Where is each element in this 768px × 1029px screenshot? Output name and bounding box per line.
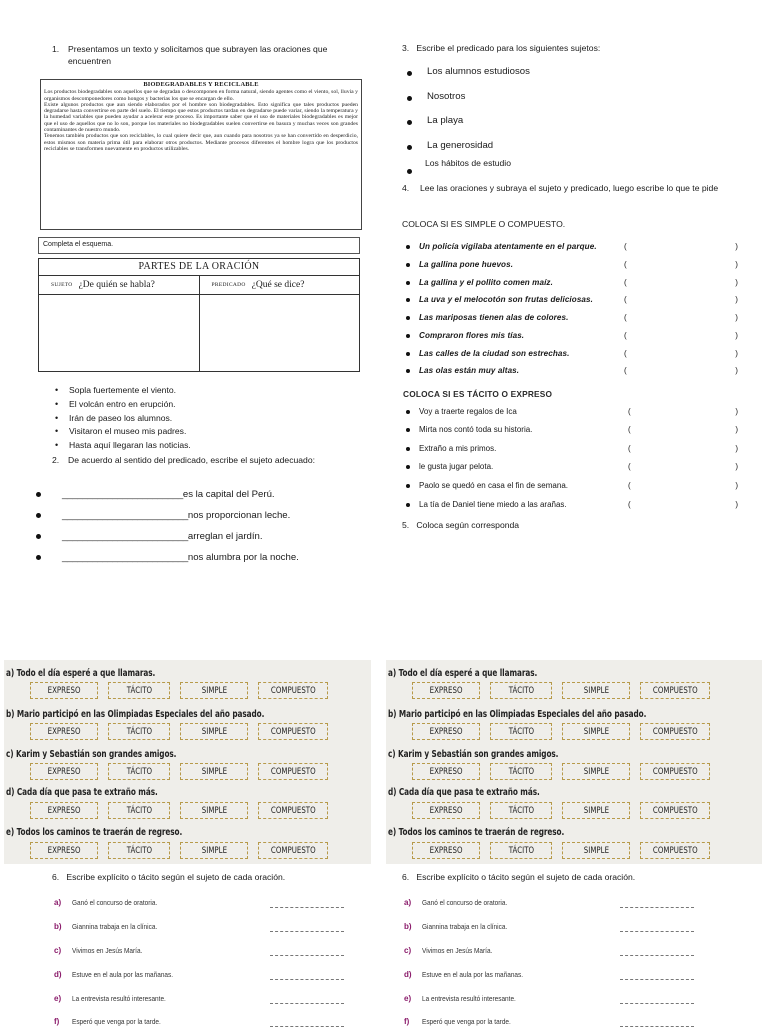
question-instruction: Coloca según corresponda [416, 520, 520, 530]
question-4-title [402, 182, 752, 195]
option-compuesto-box[interactable] [258, 842, 328, 859]
bullet-icon [406, 245, 410, 249]
panel-question: d) Cada día que pasa te extraño más. [388, 787, 540, 798]
answer-open-paren[interactable]: ( [624, 331, 627, 340]
option-label: COMPUESTO [270, 805, 316, 816]
predicate-answer-cell[interactable] [200, 295, 360, 371]
option-label: SIMPLE [201, 726, 227, 737]
list-item: • El volcán entro en erupción. [52, 398, 191, 412]
answer-close-paren[interactable]: ) [735, 313, 738, 322]
sentence-text: Vivimos en Jesús María. [422, 946, 493, 955]
option-label: SIMPLE [201, 845, 227, 856]
bullet-icon [407, 96, 412, 101]
question-6-title-left [52, 872, 285, 882]
bullet-icon [407, 145, 412, 150]
panel-question: a) Todo el día esperé a que llamaras. [388, 668, 538, 679]
option-label: COMPUESTO [270, 845, 316, 856]
list-item [402, 242, 742, 254]
option-simple-box[interactable] [562, 682, 630, 699]
sentence-text: Un policía vigilaba atentamente en el parque. [419, 242, 597, 251]
item-letter: a) [404, 898, 412, 907]
option-tacito-box[interactable] [108, 763, 170, 780]
option-row [412, 802, 720, 819]
list-item [54, 994, 394, 1006]
answer-line[interactable] [620, 955, 694, 956]
question-number: 6. [52, 872, 60, 882]
panel-question: d) Cada día que pasa te extraño más. [6, 787, 158, 798]
answer-line[interactable] [620, 907, 694, 908]
answer-open-paren[interactable]: ( [624, 278, 627, 287]
simple-compound-heading: COLOCA SI ES SIMPLE O COMPUESTO. [402, 219, 566, 229]
bullet-icon [406, 316, 410, 320]
answer-close-paren[interactable]: ) [735, 349, 738, 358]
schema-instruction: Completa el esquema. [38, 237, 360, 254]
tacit-express-heading: COLOCA SI ES TÁCITO O EXPRESO [403, 389, 553, 399]
answer-close-paren[interactable]: ) [735, 278, 738, 287]
fill-in-row[interactable] [36, 526, 299, 547]
blank-line[interactable]: _________________________ [62, 552, 188, 563]
reading-paragraph: Existe algunos productos que aun siendo elaborados por el hombre son biodegradables. Esto significa que tales productos pueden degradarse hasta convertirse en parte del suelo. El tiempo que estos productos tardan en degradarse puede variar, siendo la temperatura y la humedad variables que pueden ayudar a acelerar este proceso. Es importante saber que el uso de materiales biodegradables es mejor que el uso de aquellos que no lo son, porque los materiales no biodegradables suelen convertirse en basura y muchas veces son grandes contaminantes de nuestro mundo. [44, 101, 358, 134]
option-label: SIMPLE [201, 805, 227, 816]
item-letter: c) [54, 946, 62, 955]
bullet-icon [406, 263, 410, 267]
classification-panel-right [386, 660, 762, 864]
option-expreso-box[interactable] [30, 842, 98, 859]
item-letter: a) [54, 898, 62, 907]
answer-open-paren[interactable]: ( [624, 295, 627, 304]
table-title: PARTES DE LA ORACIÓN [39, 259, 359, 276]
question-instruction: Escribe el predicado para los siguientes sujetos: [416, 43, 601, 53]
list-item: • Visitaron el museo mis padres. [52, 425, 191, 439]
sentence-text: Las calles de la ciudad son estrechas. [419, 349, 570, 358]
answer-open-paren[interactable]: ( [624, 349, 627, 358]
answer-close-paren[interactable]: ) [735, 295, 738, 304]
answer-close-paren[interactable]: ) [735, 407, 738, 416]
option-simple-box[interactable] [180, 763, 248, 780]
list-item [54, 898, 394, 910]
option-label: SIMPLE [583, 685, 609, 696]
answer-line[interactable] [270, 907, 344, 908]
sentence-text: Estuve en el aula por las mañanas. [72, 970, 174, 979]
sentence-text: La gallina pone huevos. [419, 260, 514, 269]
option-expreso-box[interactable] [412, 842, 480, 859]
option-expreso-box[interactable] [30, 802, 98, 819]
bullet-icon [406, 334, 410, 338]
option-label: TÁCITO [508, 726, 534, 737]
question-5-title [402, 520, 519, 530]
fill-in-row[interactable] [36, 547, 299, 568]
question-number: 5. [402, 520, 410, 530]
list-item [404, 994, 744, 1006]
answer-close-paren[interactable]: ) [735, 500, 738, 509]
question-instruction: Presentamos un texto y solicitamos que subrayen las oraciones que encuentren [68, 44, 328, 66]
item-letter: f) [54, 1017, 60, 1026]
option-label: EXPRESO [429, 685, 463, 696]
bullet-icon [407, 169, 412, 174]
bullet-icon [407, 120, 412, 125]
answer-line[interactable] [270, 979, 344, 980]
option-tacito-box[interactable] [490, 802, 552, 819]
option-row [412, 842, 720, 859]
option-compuesto-box[interactable] [640, 842, 710, 859]
sentence-text: Giannina trabaja en la clínica. [422, 922, 508, 931]
question-3-title [402, 43, 600, 53]
list-item: • Irán de paseo los alumnos. [52, 412, 191, 426]
answer-open-paren[interactable]: ( [628, 444, 631, 453]
answer-line[interactable] [620, 1003, 694, 1004]
option-row [30, 682, 338, 699]
answer-line[interactable] [270, 1026, 344, 1027]
item-letter: d) [404, 970, 412, 979]
list-item: • Sopla fuertemente el viento. [52, 384, 191, 398]
option-expreso-box[interactable] [412, 802, 480, 819]
option-label: TÁCITO [508, 845, 534, 856]
fill-in-list [36, 484, 299, 568]
sentence-text: le gusta jugar pelota. [419, 462, 494, 471]
option-label: SIMPLE [201, 685, 227, 696]
option-tacito-box[interactable] [108, 802, 170, 819]
option-label: COMPUESTO [652, 766, 698, 777]
option-label: TÁCITO [126, 726, 152, 737]
sentence-text: Extraño a mis primos. [419, 444, 497, 453]
option-tacito-box[interactable] [108, 682, 170, 699]
option-compuesto-box[interactable] [258, 723, 328, 740]
option-label: COMPUESTO [652, 726, 698, 737]
list-item [404, 922, 744, 934]
option-row [412, 682, 720, 699]
subject-question: ¿De quién se habla? [78, 280, 155, 290]
question-number: 4. [402, 183, 410, 193]
option-label: TÁCITO [126, 845, 152, 856]
reading-text-box [40, 79, 362, 230]
list-item [54, 922, 394, 934]
bullet-icon [406, 447, 410, 451]
option-label: SIMPLE [583, 766, 609, 777]
bullet-icon [406, 281, 410, 285]
option-label: COMPUESTO [270, 726, 316, 737]
answer-open-paren[interactable]: ( [628, 407, 631, 416]
option-label: TÁCITO [126, 766, 152, 777]
fill-in-text: nos proporcionan leche. [187, 510, 291, 521]
option-tacito-box[interactable] [108, 723, 170, 740]
option-compuesto-box[interactable] [640, 763, 710, 780]
option-compuesto-box[interactable] [640, 802, 710, 819]
option-label: EXPRESO [429, 845, 463, 856]
option-simple-box[interactable] [180, 802, 248, 819]
list-item-text: La generosidad [427, 140, 494, 151]
answer-close-paren[interactable]: ) [735, 366, 738, 375]
fill-in-row[interactable] [36, 484, 299, 505]
blank-line[interactable]: _________________________ [62, 510, 188, 521]
subject-answer-cell[interactable] [39, 295, 200, 371]
list-item-text: Nosotros [427, 91, 466, 102]
list-item [54, 970, 394, 982]
option-expreso-box[interactable] [412, 763, 480, 780]
option-label: TÁCITO [126, 805, 152, 816]
question-number: 2. [52, 455, 60, 465]
sentence-text: Estuve en el aula por las mañanas. [422, 970, 524, 979]
option-simple-box[interactable] [180, 842, 248, 859]
option-label: EXPRESO [429, 766, 463, 777]
sentence-text: Voy a traerte regalos de Ica [419, 407, 517, 416]
predicate-header [200, 276, 360, 294]
panel-question: e) Todos los caminos te traerán de regreso. [388, 827, 565, 838]
answer-open-paren[interactable]: ( [624, 313, 627, 322]
panel-question: b) Mario participó en las Olimpiadas Especiales del año pasado. [388, 709, 647, 720]
sentence-text: Esperó que venga por la tarde. [72, 1017, 161, 1026]
list-item [402, 278, 742, 290]
answer-line[interactable] [270, 1003, 344, 1004]
question-instruction: Lee las oraciones y subraya el sujeto y predicado, luego escribe lo que te pide [420, 183, 719, 193]
option-tacito-box[interactable] [490, 682, 552, 699]
list-item [402, 313, 742, 325]
option-tacito-box[interactable] [108, 842, 170, 859]
option-simple-box[interactable] [562, 842, 630, 859]
item-letter: d) [54, 970, 62, 979]
list-item [402, 407, 742, 419]
panel-question: a) Todo el día esperé a que llamaras. [6, 668, 156, 679]
option-row [30, 802, 338, 819]
option-label: TÁCITO [508, 805, 534, 816]
list-item [402, 462, 742, 474]
sentence-text: Las mariposas tienen alas de colores. [419, 313, 569, 322]
question-instruction: Escribe explícito o tácito según el sujeto de cada oración. [416, 872, 636, 882]
option-tacito-box[interactable] [490, 842, 552, 859]
list-item [54, 1017, 394, 1029]
question-2-title [52, 454, 315, 466]
answer-open-paren[interactable]: ( [624, 366, 627, 375]
answer-line[interactable] [620, 1026, 694, 1027]
option-tacito-box[interactable] [490, 763, 552, 780]
sentence-text: La gallina y el pollito comen maíz. [419, 278, 553, 287]
bullet-icon [407, 71, 412, 76]
list-item [402, 500, 742, 512]
answer-close-paren[interactable]: ) [735, 444, 738, 453]
option-label: EXPRESO [429, 805, 463, 816]
sentence-text: Compraron flores mis tías. [419, 331, 525, 340]
list-item-text: Los hábitos de estudio [425, 158, 512, 168]
list-item [402, 425, 742, 437]
option-label: COMPUESTO [652, 845, 698, 856]
bullet-icon [406, 369, 410, 373]
list-item [402, 366, 742, 378]
option-row [412, 763, 720, 780]
list-item-text: La playa [427, 115, 464, 126]
option-label: EXPRESO [47, 845, 81, 856]
option-expreso-box[interactable] [412, 723, 480, 740]
bullet-icon [406, 410, 410, 414]
option-label: TÁCITO [508, 766, 534, 777]
fill-in-text: arreglan el jardín. [187, 531, 263, 542]
option-label: EXPRESO [429, 726, 463, 737]
option-compuesto-box[interactable] [258, 763, 328, 780]
option-label: SIMPLE [201, 766, 227, 777]
question-number: 3. [402, 43, 410, 53]
option-expreso-box[interactable] [30, 682, 98, 699]
option-label: TÁCITO [126, 685, 152, 696]
answer-line[interactable] [620, 931, 694, 932]
sentence-text: Esperó que venga por la tarde. [422, 1017, 511, 1026]
option-label: EXPRESO [47, 766, 81, 777]
question-instruction: De acuerdo al sentido del predicado, escribe el sujeto adecuado: [68, 455, 315, 465]
question-number: 6. [402, 872, 410, 882]
reading-paragraph: Los productos biodegradables son aquellos que se degradan o descomponen en forma natural, siendo agentes como el viento, sol, lluvia y organismos descomponedores como hongos y bacterias los que se encargan de ello. [44, 89, 358, 102]
bullet-icon [406, 352, 410, 356]
sentence-text: Giannina trabaja en la clínica. [72, 922, 158, 931]
item-letter: f) [404, 1017, 410, 1026]
answer-open-paren[interactable]: ( [628, 425, 631, 434]
option-row [412, 723, 720, 740]
table-header [39, 276, 359, 295]
option-label: EXPRESO [47, 685, 81, 696]
option-label: COMPUESTO [270, 685, 316, 696]
question-number: 1. [52, 44, 60, 54]
list-item [402, 260, 742, 272]
blank-line[interactable]: _________________________ [62, 531, 188, 542]
subject-label: SUJETO [51, 282, 73, 288]
panel-question: b) Mario participó en las Olimpiadas Especiales del año pasado. [6, 709, 265, 720]
option-compuesto-box[interactable] [640, 682, 710, 699]
option-expreso-box[interactable] [30, 763, 98, 780]
classification-panel-left [4, 660, 371, 864]
option-label: EXPRESO [47, 726, 81, 737]
option-label: COMPUESTO [652, 805, 698, 816]
bullet-icon [406, 428, 410, 432]
panel-question: e) Todos los caminos te traerán de regreso. [6, 827, 183, 838]
list-item [402, 349, 742, 361]
item-letter: b) [54, 922, 62, 931]
predicate-label: PREDICADO [211, 282, 246, 288]
option-tacito-box[interactable] [490, 723, 552, 740]
list-item [54, 946, 394, 958]
fill-in-text: es la capital del Perú. [182, 489, 275, 500]
sentence-text: Ganó el concurso de oratoria. [72, 898, 158, 907]
item-letter: c) [404, 946, 412, 955]
list-item: • Hasta aquí llegaran las noticias. [52, 439, 191, 453]
option-label: COMPUESTO [652, 685, 698, 696]
table-body [39, 295, 359, 371]
item-letter: b) [404, 922, 412, 931]
panel-question: c) Karim y Sebastián son grandes amigos. [6, 749, 177, 760]
option-label: COMPUESTO [270, 766, 316, 777]
predicate-question: ¿Qué se dice? [251, 280, 305, 290]
answer-open-paren[interactable]: ( [628, 500, 631, 509]
question-1-title [52, 43, 367, 67]
list-item [402, 444, 742, 456]
sentence-parts-table [38, 258, 360, 372]
list-item [402, 331, 742, 343]
option-label: TÁCITO [508, 685, 534, 696]
sentence-text: La entrevista resultó interesante. [422, 994, 516, 1003]
option-row [30, 842, 338, 859]
list-item [404, 970, 744, 982]
list-item [402, 481, 742, 493]
question-instruction: Escribe explícito o tácito según el sujeto de cada oración. [66, 872, 286, 882]
answer-open-paren[interactable]: ( [628, 481, 631, 490]
option-label: SIMPLE [583, 805, 609, 816]
option-label: SIMPLE [583, 845, 609, 856]
option-row [30, 723, 338, 740]
answer-line[interactable] [620, 979, 694, 980]
item-letter: e) [54, 994, 62, 1003]
list-item [404, 946, 744, 958]
option-expreso-box[interactable] [30, 723, 98, 740]
option-compuesto-box[interactable] [258, 802, 328, 819]
sentence-text: Ganó el concurso de oratoria. [422, 898, 508, 907]
option-simple-box[interactable] [180, 723, 248, 740]
answer-line[interactable] [270, 955, 344, 956]
option-simple-box[interactable] [562, 723, 630, 740]
list-item-text: Los alumnos estudiosos [427, 66, 530, 77]
sentence-list [52, 384, 191, 453]
option-compuesto-box[interactable] [640, 723, 710, 740]
bullet-icon [406, 503, 410, 507]
fill-in-text: nos alumbra por la noche. [187, 552, 299, 563]
answer-close-paren[interactable]: ) [735, 331, 738, 340]
question-6-title-right [402, 872, 635, 882]
option-simple-box[interactable] [180, 682, 248, 699]
answer-open-paren[interactable]: ( [628, 462, 631, 471]
sentence-text: La tía de Daniel tiene miedo a las arañas. [419, 500, 567, 509]
sentence-text: Paolo se quedó en casa el fin de semana. [419, 481, 568, 490]
option-simple-box[interactable] [562, 763, 630, 780]
option-expreso-box[interactable] [412, 682, 480, 699]
list-item [404, 1017, 744, 1029]
option-simple-box[interactable] [562, 802, 630, 819]
panel-question: c) Karim y Sebastián son grandes amigos. [388, 749, 559, 760]
answer-close-paren[interactable]: ) [735, 242, 738, 251]
sentence-text: Vivimos en Jesús María. [72, 946, 143, 955]
answer-close-paren[interactable]: ) [735, 481, 738, 490]
fill-in-row[interactable] [36, 505, 299, 526]
item-letter: e) [404, 994, 412, 1003]
answer-open-paren[interactable]: ( [624, 260, 627, 269]
answer-close-paren[interactable]: ) [735, 260, 738, 269]
blank-line[interactable]: ________________________ [62, 489, 183, 500]
option-label: EXPRESO [47, 805, 81, 816]
answer-close-paren[interactable]: ) [735, 425, 738, 434]
list-item [404, 898, 744, 910]
reading-paragraph: Tenemos también productos que son reciclables, lo cual quiere decir que, aun cuando para nosotros ya se han convertido en desperdicio, estos mismos son materia prima útil para elaborar otros productos. Mediante procesos diferentes el hombre logra que los productos reciclables se transformen nuevamente en productos utilizables. [44, 133, 358, 152]
sentence-text: La entrevista resultó interesante. [72, 994, 166, 1003]
answer-open-paren[interactable]: ( [624, 242, 627, 251]
answer-close-paren[interactable]: ) [735, 462, 738, 471]
bullet-icon [406, 298, 410, 302]
bullet-icon [406, 484, 410, 488]
sentence-text: Mirta nos contó toda su historia. [419, 425, 533, 434]
option-label: SIMPLE [583, 726, 609, 737]
sentence-text: La uva y el melocotón son frutas deliciosas. [419, 295, 593, 304]
list-item [402, 295, 742, 307]
option-compuesto-box[interactable] [258, 682, 328, 699]
subject-header [39, 276, 200, 294]
bullet-icon [406, 465, 410, 469]
reading-title: BIODEGRADABLES Y RECICLABLE [143, 81, 259, 88]
option-row [30, 763, 338, 780]
answer-line[interactable] [270, 931, 344, 932]
sentence-text: Las olas están muy altas. [419, 366, 520, 375]
